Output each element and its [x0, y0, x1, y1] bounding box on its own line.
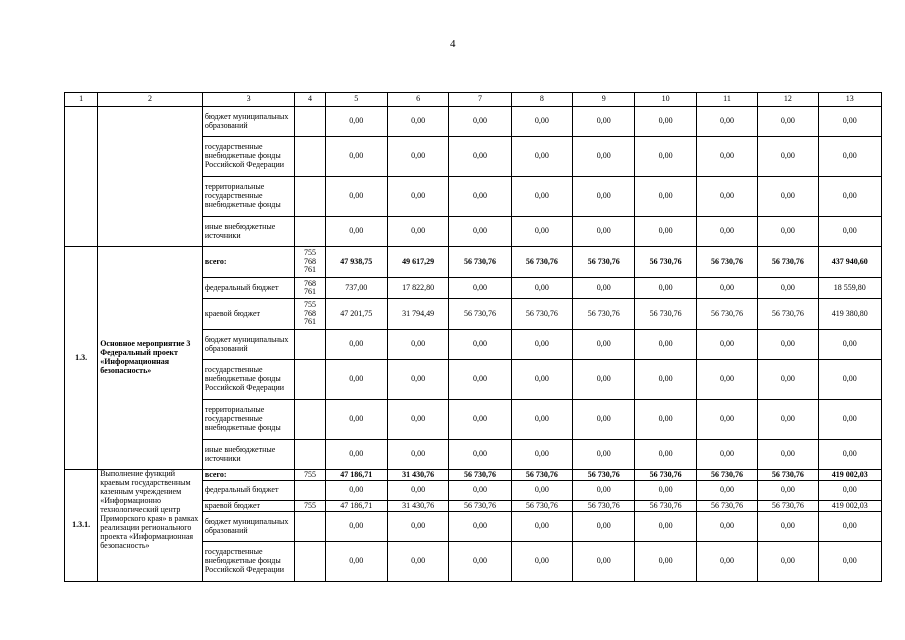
value-cell: 0,00 — [511, 481, 572, 501]
value-cell: 0,00 — [511, 512, 572, 542]
value-cell: 0,00 — [818, 107, 881, 137]
value-cell: 31 794,49 — [387, 299, 448, 330]
source-cell: всего: — [202, 247, 295, 278]
value-cell: 0,00 — [818, 137, 881, 177]
value-cell: 56 730,76 — [696, 299, 757, 330]
value-cell: 56 730,76 — [758, 470, 818, 481]
source-cell: территориальные государственные внебюджетные фонды — [202, 400, 295, 440]
value-cell: 0,00 — [758, 217, 818, 247]
value-cell: 0,00 — [573, 542, 635, 582]
code-cell — [295, 177, 325, 217]
value-cell: 437 940,60 — [818, 247, 881, 278]
value-cell: 0,00 — [387, 481, 448, 501]
value-cell: 0,00 — [696, 440, 757, 470]
value-cell: 0,00 — [449, 481, 511, 501]
value-cell: 0,00 — [573, 400, 635, 440]
value-cell: 0,00 — [573, 177, 635, 217]
code-value: 761 — [303, 265, 316, 275]
value-cell: 0,00 — [387, 512, 448, 542]
value-cell: 0,00 — [511, 330, 572, 360]
value-cell: 56 730,76 — [449, 470, 511, 481]
value-cell: 56 730,76 — [758, 501, 818, 512]
value-cell: 0,00 — [387, 440, 448, 470]
code-cell — [295, 330, 325, 360]
value-cell: 0,00 — [635, 107, 696, 137]
value-cell: 0,00 — [325, 107, 387, 137]
budget-table — [64, 92, 882, 582]
value-cell: 0,00 — [635, 137, 696, 177]
value-cell: 0,00 — [758, 137, 818, 177]
code-cell — [295, 217, 325, 247]
column-header: 2 — [98, 93, 203, 107]
item-number: 1.3. — [65, 247, 98, 470]
value-cell: 0,00 — [696, 137, 757, 177]
value-cell: 0,00 — [818, 330, 881, 360]
value-cell: 0,00 — [325, 542, 387, 582]
value-cell: 0,00 — [511, 177, 572, 217]
value-cell: 0,00 — [573, 107, 635, 137]
value-cell: 0,00 — [449, 400, 511, 440]
value-cell: 0,00 — [758, 440, 818, 470]
code-cell — [295, 542, 325, 582]
value-cell: 0,00 — [696, 177, 757, 217]
value-cell: 0,00 — [325, 440, 387, 470]
code-cell — [295, 481, 325, 501]
source-cell: территориальные государственные внебюджетные фонды — [202, 177, 295, 217]
table-row — [65, 247, 882, 278]
value-cell: 0,00 — [696, 400, 757, 440]
value-cell: 0,00 — [325, 481, 387, 501]
value-cell: 0,00 — [758, 512, 818, 542]
value-cell: 0,00 — [325, 400, 387, 440]
code-cell: 755 — [295, 501, 325, 512]
value-cell: 0,00 — [387, 360, 448, 400]
table-row — [65, 107, 882, 137]
value-cell: 31 430,76 — [387, 501, 448, 512]
value-cell: 0,00 — [511, 542, 572, 582]
value-cell: 0,00 — [758, 542, 818, 582]
value-cell: 56 730,76 — [449, 501, 511, 512]
column-header: 8 — [511, 93, 572, 107]
name-cell-empty — [98, 107, 203, 247]
value-cell: 56 730,76 — [696, 501, 757, 512]
value-cell: 0,00 — [696, 360, 757, 400]
value-cell: 0,00 — [635, 177, 696, 217]
code-value: 768 — [303, 278, 316, 288]
value-cell: 0,00 — [635, 330, 696, 360]
column-header: 12 — [758, 93, 818, 107]
code-value: 768 — [303, 256, 316, 266]
value-cell: 56 730,76 — [511, 247, 572, 278]
source-cell: государственные внебюджетные фонды Российской Федерации — [202, 137, 295, 177]
column-header: 9 — [573, 93, 635, 107]
value-cell: 0,00 — [387, 217, 448, 247]
value-cell: 0,00 — [511, 107, 572, 137]
code-cell — [295, 247, 325, 278]
source-cell: бюджет муниципальных образований — [202, 107, 295, 137]
value-cell: 56 730,76 — [449, 299, 511, 330]
value-cell: 0,00 — [511, 137, 572, 177]
item-number: 1.3.1. — [65, 470, 98, 582]
source-cell: краевой бюджет — [202, 299, 295, 330]
value-cell: 0,00 — [635, 440, 696, 470]
value-cell: 0,00 — [758, 278, 818, 299]
value-cell: 419 002,03 — [818, 501, 881, 512]
column-header: 1 — [65, 93, 98, 107]
table-row — [65, 470, 882, 481]
code-cell — [295, 299, 325, 330]
value-cell: 0,00 — [449, 107, 511, 137]
value-cell: 0,00 — [758, 177, 818, 217]
header-row — [65, 93, 882, 107]
value-cell: 17 822,80 — [387, 278, 448, 299]
column-header: 10 — [635, 93, 696, 107]
value-cell: 56 730,76 — [635, 470, 696, 481]
value-cell: 0,00 — [449, 137, 511, 177]
source-cell: федеральный бюджет — [202, 481, 295, 501]
source-cell: государственные внебюджетные фонды Российской Федерации — [202, 542, 295, 582]
value-cell: 0,00 — [635, 542, 696, 582]
value-cell: 56 730,76 — [511, 470, 572, 481]
value-cell: 56 730,76 — [449, 247, 511, 278]
value-cell: 49 617,29 — [387, 247, 448, 278]
value-cell: 0,00 — [818, 400, 881, 440]
code-cell — [295, 512, 325, 542]
value-cell: 0,00 — [573, 137, 635, 177]
value-cell: 0,00 — [635, 278, 696, 299]
code-cell — [295, 107, 325, 137]
value-cell: 0,00 — [635, 360, 696, 400]
value-cell: 0,00 — [758, 400, 818, 440]
column-header: 3 — [202, 93, 295, 107]
value-cell: 0,00 — [573, 217, 635, 247]
value-cell: 0,00 — [511, 360, 572, 400]
value-cell: 0,00 — [818, 481, 881, 501]
value-cell: 47 938,75 — [325, 247, 387, 278]
value-cell: 0,00 — [696, 542, 757, 582]
value-cell: 47 186,71 — [325, 501, 387, 512]
value-cell: 419 002,03 — [818, 470, 881, 481]
value-cell: 0,00 — [696, 278, 757, 299]
code-value: 755 — [303, 248, 316, 258]
value-cell: 56 730,76 — [573, 299, 635, 330]
value-cell: 0,00 — [325, 512, 387, 542]
value-cell: 0,00 — [449, 330, 511, 360]
column-header: 5 — [325, 93, 387, 107]
value-cell: 56 730,76 — [696, 247, 757, 278]
item-name: Основное мероприятие 3 Федеральный проект «Информационная безопасность» — [98, 247, 203, 470]
value-cell: 56 730,76 — [573, 470, 635, 481]
code-value: 768 — [303, 308, 316, 318]
value-cell: 56 730,76 — [758, 247, 818, 278]
value-cell: 0,00 — [387, 177, 448, 217]
value-cell: 0,00 — [758, 330, 818, 360]
value-cell: 0,00 — [573, 440, 635, 470]
value-cell: 0,00 — [449, 278, 511, 299]
value-cell: 0,00 — [818, 542, 881, 582]
value-cell: 31 430,76 — [387, 470, 448, 481]
value-cell: 56 730,76 — [696, 470, 757, 481]
value-cell: 0,00 — [387, 542, 448, 582]
value-cell: 0,00 — [449, 217, 511, 247]
value-cell: 0,00 — [449, 542, 511, 582]
code-cell — [295, 400, 325, 440]
value-cell: 0,00 — [818, 217, 881, 247]
value-cell: 0,00 — [511, 400, 572, 440]
value-cell: 0,00 — [325, 330, 387, 360]
value-cell: 0,00 — [818, 177, 881, 217]
value-cell: 47 201,75 — [325, 299, 387, 330]
page-number: 4 — [450, 38, 456, 50]
value-cell: 0,00 — [325, 177, 387, 217]
source-cell: всего: — [202, 470, 295, 481]
value-cell: 0,00 — [573, 278, 635, 299]
column-header: 7 — [449, 93, 511, 107]
code-cell — [295, 360, 325, 400]
value-cell: 0,00 — [635, 217, 696, 247]
value-cell: 56 730,76 — [758, 299, 818, 330]
value-cell: 0,00 — [511, 217, 572, 247]
value-cell: 0,00 — [696, 512, 757, 542]
value-cell: 47 186,71 — [325, 470, 387, 481]
value-cell: 0,00 — [325, 137, 387, 177]
value-cell: 0,00 — [573, 512, 635, 542]
value-cell: 0,00 — [758, 360, 818, 400]
value-cell: 0,00 — [511, 278, 572, 299]
value-cell: 0,00 — [635, 481, 696, 501]
value-cell: 0,00 — [387, 107, 448, 137]
value-cell: 56 730,76 — [573, 501, 635, 512]
column-header: 13 — [818, 93, 881, 107]
source-cell: краевой бюджет — [202, 501, 295, 512]
value-cell: 0,00 — [449, 440, 511, 470]
item-name: Выполнение функций краевым государственным казенным учреждением «Информационно технологический центр Приморского края» в рамках реализации регионального проекта «Информационная безопасность» — [98, 470, 203, 582]
column-header: 11 — [696, 93, 757, 107]
value-cell: 0,00 — [573, 481, 635, 501]
code-cell — [295, 440, 325, 470]
code-value: 761 — [303, 317, 316, 327]
value-cell: 56 730,76 — [635, 501, 696, 512]
code-cell — [295, 278, 325, 299]
value-cell: 0,00 — [696, 330, 757, 360]
source-cell: иные внебюджетные источники — [202, 217, 295, 247]
value-cell: 0,00 — [449, 512, 511, 542]
value-cell: 0,00 — [511, 440, 572, 470]
column-header: 4 — [295, 93, 325, 107]
value-cell: 0,00 — [758, 481, 818, 501]
value-cell: 0,00 — [387, 400, 448, 440]
value-cell: 0,00 — [325, 360, 387, 400]
value-cell: 0,00 — [387, 330, 448, 360]
value-cell: 0,00 — [818, 440, 881, 470]
value-cell: 0,00 — [573, 360, 635, 400]
code-value: 755 — [303, 300, 316, 310]
value-cell: 0,00 — [696, 217, 757, 247]
column-header: 6 — [387, 93, 448, 107]
value-cell: 0,00 — [325, 217, 387, 247]
value-cell: 56 730,76 — [635, 247, 696, 278]
value-cell: 56 730,76 — [511, 501, 572, 512]
value-cell: 56 730,76 — [573, 247, 635, 278]
value-cell: 0,00 — [758, 107, 818, 137]
value-cell: 18 559,80 — [818, 278, 881, 299]
value-cell: 56 730,76 — [511, 299, 572, 330]
value-cell: 737,00 — [325, 278, 387, 299]
source-cell: бюджет муниципальных образований — [202, 512, 295, 542]
value-cell: 0,00 — [818, 360, 881, 400]
source-cell: федеральный бюджет — [202, 278, 295, 299]
value-cell: 0,00 — [449, 360, 511, 400]
value-cell: 0,00 — [635, 400, 696, 440]
value-cell: 0,00 — [573, 330, 635, 360]
source-cell: бюджет муниципальных образований — [202, 330, 295, 360]
source-cell: иные внебюджетные источники — [202, 440, 295, 470]
value-cell: 419 380,80 — [818, 299, 881, 330]
number-cell-empty — [65, 107, 98, 247]
code-cell: 755 — [295, 470, 325, 481]
value-cell: 0,00 — [387, 137, 448, 177]
value-cell: 0,00 — [449, 177, 511, 217]
value-cell: 0,00 — [635, 512, 696, 542]
code-value: 761 — [303, 287, 316, 296]
code-cell — [295, 137, 325, 177]
value-cell: 0,00 — [696, 481, 757, 501]
value-cell: 0,00 — [696, 107, 757, 137]
value-cell: 56 730,76 — [635, 299, 696, 330]
source-cell: государственные внебюджетные фонды Российской Федерации — [202, 360, 295, 400]
value-cell: 0,00 — [818, 512, 881, 542]
